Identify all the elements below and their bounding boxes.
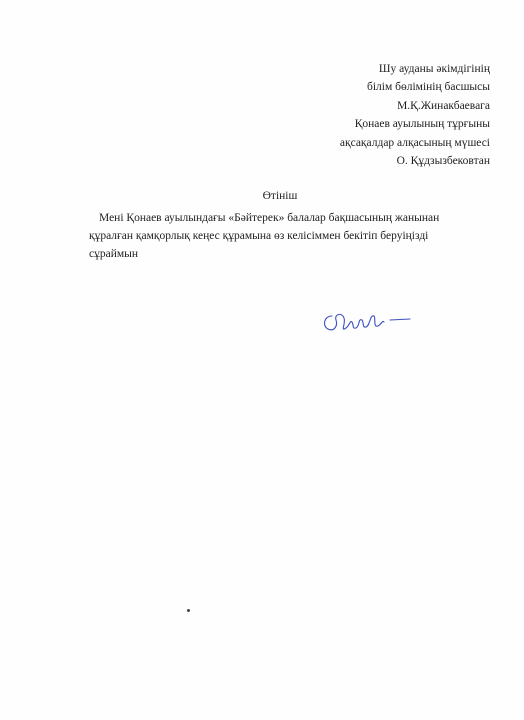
signature-tail — [390, 319, 410, 320]
body-line: құралған қамқорлық кеңес құрамына өз келісіммен бекітіп беруіңізді — [89, 230, 429, 242]
application-body — [89, 209, 499, 263]
body-line: сұраймын — [89, 248, 139, 260]
addressee-line: білім бөлімінің басшысы — [367, 81, 490, 94]
scan-speck — [187, 609, 190, 612]
body-line: Мені Қонаев ауылындағы «Бәйтерек» балалар бақшасының жанынан — [99, 212, 440, 224]
handwritten-signature — [318, 302, 418, 342]
addressee-line: М.Қ.Жинакбаевага — [397, 99, 490, 112]
addressee-line: Қонаев ауылының тұрғыны — [354, 118, 490, 131]
document-title: Өтініш — [262, 190, 298, 202]
signature-stroke — [325, 314, 384, 329]
addressee-line: ақсақалдар алқасының мүшесі — [339, 136, 490, 149]
addressee-block — [270, 60, 490, 170]
addressee-line: Шу ауданы әкімдігінің — [378, 63, 490, 75]
addressee-line: О. Құдзызбековтан — [396, 155, 490, 168]
